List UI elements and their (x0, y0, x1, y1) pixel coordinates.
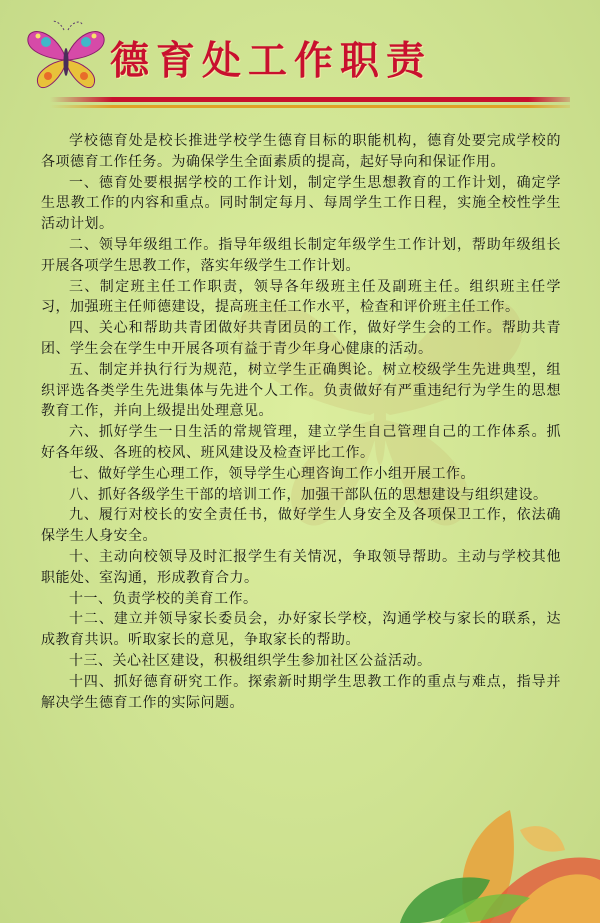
butterfly-icon (24, 20, 108, 96)
duty-list (41, 131, 561, 713)
duty-item: 十一、负责学校的美育工作。 (69, 590, 258, 607)
duty-item: 二、领导年级组工作。指导年级组长制定年级学生工作计划，帮助年级组长开展各项学生思教工作，落实年级学生工作计划。 (41, 236, 561, 274)
duty-item: 一、德育处要根据学校的工作计划，制定学生思想教育的工作计划，确定学生思教工作的内容和重点。同时制定每月、每周学生工作日程，实施全校性学生活动计划。 (41, 174, 561, 233)
intro-paragraph: 学校德育处是校长推进学校学生德育目标的职能机构，德育处要完成学校的各项德育工作任务。为确保学生全面素质的提高，起好导向和保证作用。 (41, 133, 561, 170)
lotus-decoration (360, 770, 600, 923)
duty-item: 九、履行对校长的安全责任书，做好学生人身安全及各项保卫工作，依法确保学生人身安全。 (41, 507, 561, 545)
duty-item: 六、抓好学生一日生活的常规管理，建立学生自己管理自己的工作体系。抓好各年级、各班的校风、班风建设及检查评比工作。 (41, 424, 561, 461)
duty-item: 十、主动向校领导及时汇报学生有关情况，争取领导帮助。主动与学校其他职能处、室沟通，形成教育合力。 (41, 548, 561, 586)
duty-item: 七、做好学生心理工作，领导学生心理咨询工作小组开展工作。 (69, 465, 475, 482)
duty-item: 十二、建立并领导家长委员会，办好家长学校，沟通学校与家长的联系，达成教育共识。听取家长的意见，争取家长的帮助。 (41, 611, 561, 649)
title-divider-gold (50, 105, 570, 108)
duty-item: 三、制定班主任工作职责，领导各年级班主任及副班主任。组织班主任学习，加强班主任师德建设，提高班主任工作水平，检查和评价班主任工作。 (41, 278, 561, 316)
duty-item: 十四、抓好德育研究工作。探索新时期学生思教工作的重点与难点，指导并解决学生德育工作的实际问题。 (41, 673, 561, 711)
page-title: 德育处工作职责 (110, 38, 433, 84)
title-divider-red (50, 97, 570, 102)
duty-item: 十三、关心社区建设，积极组织学生参加社区公益活动。 (69, 652, 432, 669)
duty-item: 四、关心和帮助共青团做好共青团员的工作，做好学生会的工作。帮助共青团、学生会在学生中开展各项有益于青少年身心健康的活动。 (41, 320, 561, 357)
duty-item: 五、制定并执行行为规范，树立学生正确舆论。树立校级学生先进典型，组织评选各类学生先进集体与先进个人工作。负责做好有严重违纪行为学生的思想教育工作，并向上级提出处理意见。 (41, 361, 561, 420)
duty-item: 八、抓好各级学生干部的培训工作，加强干部队伍的思想建设与组织建设。 (69, 486, 548, 503)
